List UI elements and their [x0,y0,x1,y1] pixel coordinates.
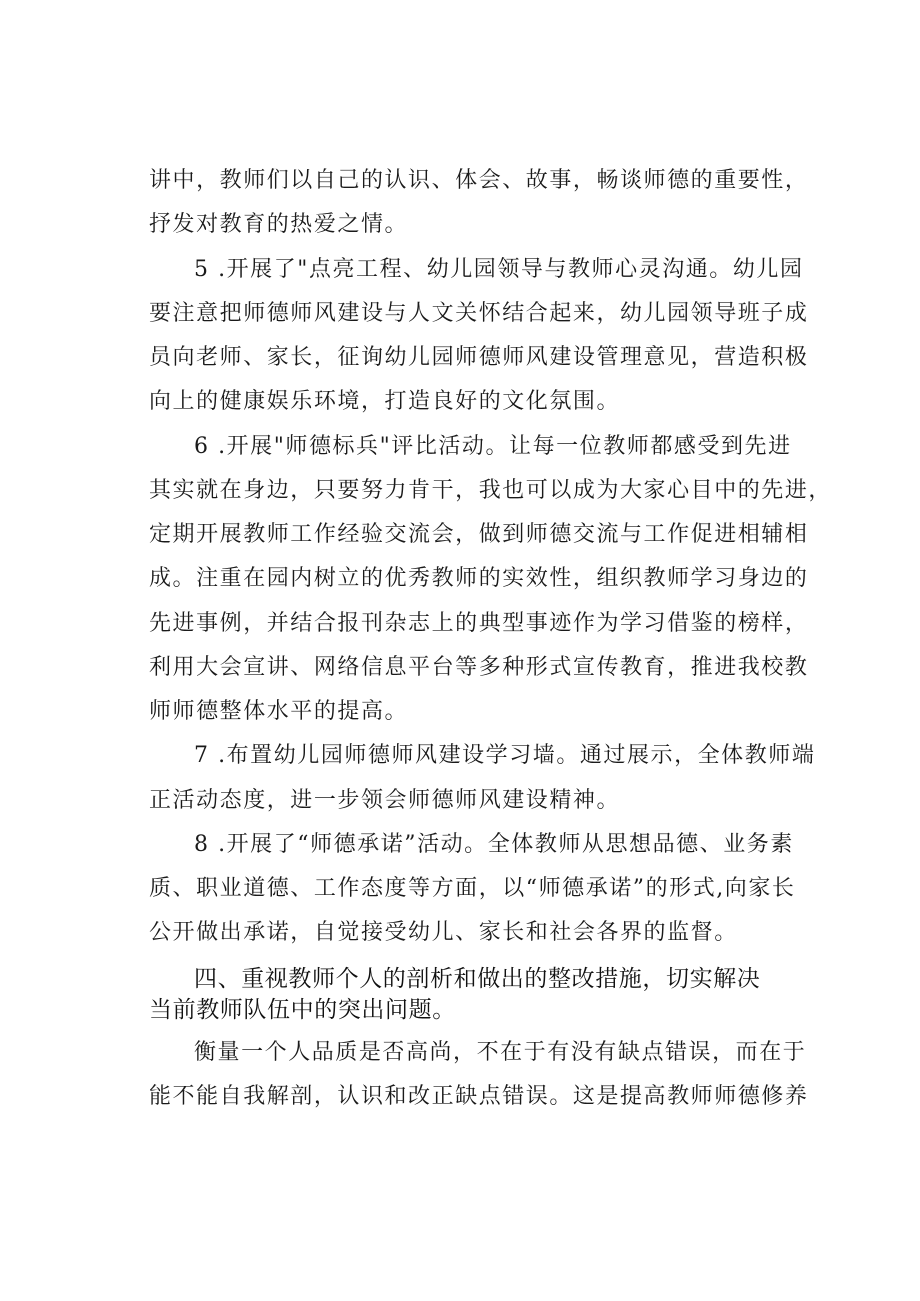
section-heading: 当前教师队伍中的突出问题。 [149,997,456,1023]
paragraph-8-line: 8 .开展了“师德承诺”活动。全体教师从思想品德、业务素 [194,832,794,857]
paragraph-5-line: 5 .开展了"点亮工程、幼儿园领导与教师心灵沟通。幼儿园 [194,257,804,282]
paragraph-8-line: 质、职业道德、工作态度等方面，以“师德承诺”的形式,向家长 [149,876,796,901]
paragraph-8-line: 公开做出承诺，自觉接受幼儿、家长和社会各界的监督。 [149,920,738,945]
paragraph-6-line: 定期开展教师工作经验交流会，做到师德交流与工作促进相辅相 [149,522,809,547]
paragraph-5-line: 向上的健康娱乐环境，打造良好的文化氛围。 [149,389,621,414]
closing-paragraph-line: 衡量一个人品质是否高尚，不在于有没有缺点错误，而在于 [194,1040,807,1065]
section-heading: 四、重视教师个人的剖析和做出的整改措施，切实解决 [194,966,761,992]
paragraph-7-line: 7 .布置幼儿园师德师风建设学习墙。通过展示，全体教师端 [194,743,816,768]
closing-paragraph-line: 能不能自我解剖，认识和改正缺点错误。这是提高教师师德修养 [149,1084,809,1109]
paragraph-5-line: 要注意把师德师风建设与人文关怀结合起来，幼儿园领导班子成 [149,301,809,326]
paragraph-7-line: 正活动态度，进一步领会师德师风建设精神。 [149,788,621,813]
paragraph-6-line: 其实就在身边，只要努力肯干，我也可以成为大家心目中的先进， [149,478,832,503]
paragraph-6-line: 6 .开展"师德标兵"评比活动。让每一位教师都感受到先进 [194,434,792,459]
paragraph-6-line: 先进事例，并结合报刊杂志上的典型事迹作为学习借鉴的榜样， [149,611,809,636]
paragraph-6-line: 利用大会宣讲、网络信息平台等多种形式宣传教育，推进我校教 [149,655,809,680]
paragraph-6-line: 师师德整体水平的提高。 [149,699,409,724]
body-text-line: 讲中，教师们以自己的认识、体会、故事，畅谈师德的重要性， [149,168,809,193]
paragraph-5-line: 员向老师、家长，征询幼儿园师德师风建设管理意见，营造积极 [149,345,809,370]
body-text-line: 抒发对教育的热爱之情。 [149,212,409,237]
paragraph-6-line: 成。注重在园内树立的优秀教师的实效性，组织教师学习身边的 [149,566,809,591]
